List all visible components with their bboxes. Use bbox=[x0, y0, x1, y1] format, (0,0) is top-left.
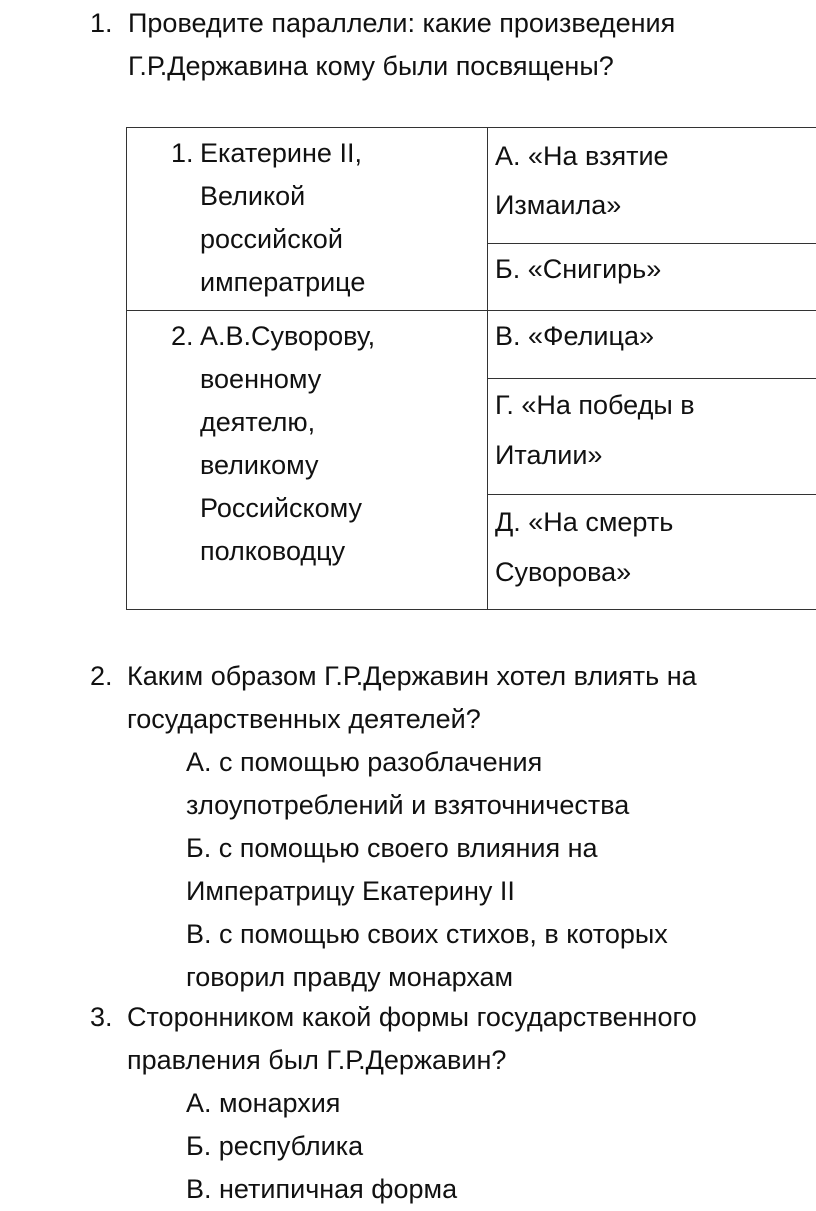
table-right-cell-e bbox=[495, 497, 673, 597]
table-left-1-line: российской bbox=[200, 224, 343, 254]
question-2-line-1: Каким образом Г.Р.Державин хотел влиять на bbox=[127, 661, 697, 691]
question-2-number: 2. bbox=[90, 661, 113, 691]
table-right-cell-d bbox=[495, 380, 695, 480]
table-right-a-line: А. «На взятие bbox=[495, 141, 669, 171]
table-column-divider bbox=[487, 128, 488, 609]
table-right-e-line: Суворова» bbox=[495, 557, 632, 587]
question-3-line-1: Сторонником какой формы государственного bbox=[127, 1002, 697, 1032]
question-3 bbox=[90, 996, 816, 1086]
table-left-1-line: императрице bbox=[200, 267, 366, 297]
table-left-2-number: 2. bbox=[171, 321, 194, 351]
question-2-text bbox=[127, 655, 697, 741]
question-2-option-line: говорил правду монархам bbox=[186, 962, 514, 992]
table-left-2-line: военному bbox=[200, 364, 322, 394]
table-right-cell-a bbox=[495, 132, 669, 230]
question-3-option: Б. республика bbox=[186, 1131, 364, 1161]
table-left-1-line: Великой bbox=[200, 181, 306, 211]
table-right-cell-b bbox=[495, 248, 661, 291]
question-1-line-1: Проведите параллели: какие произведения bbox=[128, 8, 676, 38]
table-row-divider bbox=[127, 310, 816, 311]
table-right-d-line: Г. «На победы в bbox=[495, 390, 695, 420]
matching-table bbox=[126, 127, 816, 610]
question-1-text bbox=[128, 2, 675, 88]
question-1-line-2: Г.Р.Державина кому были посвящены? bbox=[128, 51, 614, 81]
question-3-line-2: правления был Г.Р.Державин? bbox=[127, 1045, 507, 1075]
table-right-d-line: Италии» bbox=[495, 440, 603, 470]
table-right-divider-1 bbox=[487, 243, 816, 244]
table-left-2-line: великому bbox=[200, 450, 319, 480]
question-2 bbox=[90, 655, 816, 745]
question-3-option: А. монархия bbox=[186, 1088, 341, 1118]
question-2-line-2: государственных деятелей? bbox=[127, 704, 481, 734]
table-left-cell-1 bbox=[200, 132, 365, 304]
table-left-1-line: Екатерине II, bbox=[200, 138, 362, 168]
question-1-number: 1. bbox=[90, 8, 113, 38]
table-right-e-line: Д. «На смерть bbox=[495, 507, 674, 537]
table-left-2-line: деятелю, bbox=[200, 407, 316, 437]
table-left-1-number: 1. bbox=[171, 138, 194, 168]
table-left-2-line: Российскому bbox=[200, 493, 362, 523]
table-right-a-line: Измаила» bbox=[495, 190, 622, 220]
question-2-option-line: злоупотреблений и взяточничества bbox=[186, 790, 630, 820]
question-2-option-line: Императрицу Екатерину II bbox=[186, 876, 515, 906]
table-right-divider-3 bbox=[487, 494, 816, 495]
table-right-c-line: В. «Фелица» bbox=[495, 321, 655, 351]
table-right-cell-c bbox=[495, 315, 654, 358]
question-3-number: 3. bbox=[90, 1002, 113, 1032]
question-2-option-line: А. с помощью разоблачения bbox=[186, 747, 543, 777]
table-right-b-line: Б. «Снигирь» bbox=[495, 254, 662, 284]
question-3-option: В. нетипичная форма bbox=[186, 1174, 458, 1204]
table-left-2-line: полководцу bbox=[200, 536, 346, 566]
question-3-text bbox=[127, 996, 697, 1082]
question-2-option-line: Б. с помощью своего влияния на bbox=[186, 833, 598, 863]
question-2-option-line: В. с помощью своих стихов, в которых bbox=[186, 919, 668, 949]
table-right-divider-2 bbox=[487, 378, 816, 379]
table-left-cell-2 bbox=[200, 315, 375, 573]
table-left-2-line: А.В.Суворову, bbox=[200, 321, 376, 351]
question-1 bbox=[90, 2, 816, 92]
